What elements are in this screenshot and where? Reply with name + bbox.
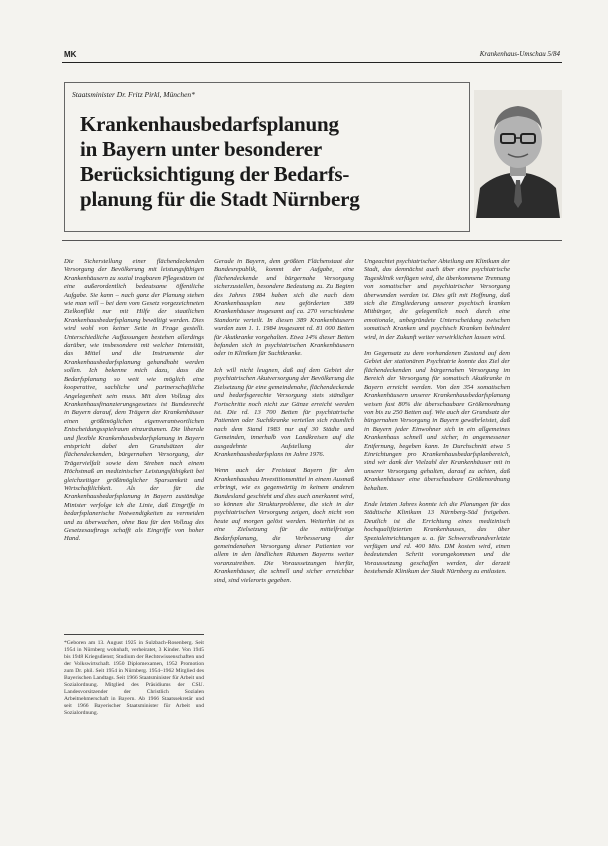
body-rule xyxy=(62,240,562,241)
paragraph: Wenn auch der Freistaat Bayern für den Krankenhausbau Investitionsmittel in einem Ausmaß erbringt, wie es gegenwärtig in keinem anderen Bundesland geschieht und dies auch anerkannt wird, so können die Strukturprobleme, die sich in der psychiatrischen Versorgung zeigen, doch nicht von heute auf morgen gelöst werden. Weiterhin ist es eine Zielsetzung für die mittelfristige Bedarfsplanung, die Verbesserung der gemeindenahen Versorgung dieser Patienten vor allem in den ländlichen Räumen Bayerns weiter voranzutreiben. Die Voraussetzungen hierfür, Krankenhäuser, die schnell und sicher erreichbar sind, sind vielerorts gegeben. xyxy=(214,467,354,584)
title-line: planung für die Stadt Nürnberg xyxy=(80,187,360,211)
header-right: Krankenhaus-Umschau 5/84 xyxy=(479,50,560,58)
title-line: in Bayern unter besonderer xyxy=(80,137,322,161)
author-footnote: *Geboren am 13. August 1925 in Sulzbach-Rosenberg. Seit 1954 in Nürnberg wohnhaft, verheiratet, 3 Kinder. Von 1945 bis 1948 Kriegsdienst; Studium der Rechtswissenschaften und der Volkswirtschaft. 1950 Diplomexamen, 1952 Promotion zum Dr. phil. Seit 1954 in Nürnberg. 1954–1962 Mitglied des Bayerischen Landtags. Seit 1966 Staatsminister für Arbeit und Sozialordnung. Mitglied des Präsidiums der CSU. Landesvorsitzender der Christlich Sozialen Arbeitnehmerschaft in Bayern. Ab 1966 Staatssekretär und seit 1966 Bayerischer Staatsminister für Arbeit und Sozialordnung. xyxy=(64,640,204,716)
author-byline: Staatsminister Dr. Fritz Pirkl, München* xyxy=(72,90,195,99)
header-rule xyxy=(62,62,562,63)
paragraph: Im Gegensatz zu dem vorhandenen Zustand auf dem Gebiet der stationären Psychiatrie konnte das Ziel der flächendeckenden und bürgernahen Versorgung im Bereich der Versorgung für somatisch Akutkranke in Bayern erreicht werden. Von den 354 somatischen Krankenhäusern unserer Krankenhausbedarfsplanung weisen fast 80% die überschaubare Größenordnung von bis zu 250 Betten auf. Wie auch der Grundsatz der bürgernahen Versorgung in Bayern gewährleistet, daß in Bayern jeder Einwohner sich in ein allgemeines Krankenhaus schnell und sicher, in angemessener Entfernung, begeben kann. In Durchschnitt etwa 5 Einrichtungen pro Krankenhausbedarfsplanbereich, sind wir dank der Vielzahl der Krankenhäuser mit in unserer Versorgung gehalten, darauf zu achten, daß Krankenhäuser eine überschaubare Größenordnung behalten. xyxy=(364,350,510,492)
header-left: MK xyxy=(64,50,77,59)
title-line: Berücksichtigung der Bedarfs- xyxy=(80,162,350,186)
paragraph: Ich will nicht leugnen, daß auf dem Gebiet der psychiatrischen Akutversorgung der Bevölkerung die Zielsetzung für eine gemeindenahe, flächendeckende und bedarfsgerechte Versorgung stets ständiger Fortschritte noch nicht zur Gänze erreicht werden ist. Die rd. 13 700 Betten für psychiatrische Patienten oder Suchtkranke verteilen sich räumlich nach dem Stand 1983 nur auf 30 Städte und Gemeinden, innerhalb von Landkreisen auf die ausgedehnte Aufstellung der Krankenhausbedarfsplans im Jahre 1976. xyxy=(214,366,354,458)
portrait-drawing xyxy=(474,90,562,218)
paragraph: Ende letzten Jahres konnte ich die Planungen für das Städtische Klinikum 13 Nürnberg-Süd freigeben. Deutlich ist die Errichtung eines medizinisch hochqualifizierten Krankenhauses, das über Spezialeinrichtungen u. a. für Schwerstbrandverletzte verfügen und rd. 400 Mio. DM kosten wird, einen bedeutenden Schritt vorangekommen und die Voraussetzung geschaffen werden, der derzeit bestehende Klinikum der Stadt Nürnberg zu entlasten. xyxy=(364,500,510,576)
text-column-2 xyxy=(214,258,354,593)
paragraph: Gerade in Bayern, dem größten Flächenstaat der Bundesrepublik, kommt der Aufgabe, eine flächendeckende und bürgernahe Versorgung sicherzustellen, besondere Bedeutung zu. Zu Beginn des Jahres 1984 haben sich die nach dem Krankenhausplan neu geförderten 389 Krankenhäuser insgesamt auf ca. 270 verschiedene Standorte verteilt. In diesen 389 Krankenhäusern wurden zum 1. 1. 1984 insgesamt rd. 81 000 Betten für Akutkranke vorgehalten. Etwa 14% dieser Betten befanden sich in psychiatrischen Krankenhäusern oder in Kliniken für Suchtkranke. xyxy=(214,258,354,358)
footnote-rule xyxy=(64,634,204,635)
article-title xyxy=(80,112,460,212)
paragraph: Ungeachtet psychiatrischer Abteilung am Klinikum der Stadt, das demnächst auch über eine psychiatrische Tagesklinik verfügen wird, die überkommene Trennung von somatischer und psychiatrischer Versorgung überwunden werden ist. Dies gilt mit Hoffnung, daß sich die Eingliederung unserer psychisch kranken Mitbürger, die gelegentlich noch durch eine emotionale, unbegründete Unterscheidung zwischen somatisch Kranken und psychisch Kranken behindert wird, in der Zukunft weiter verwirklichen lassen wird. xyxy=(364,258,510,341)
title-line: Krankenhausbedarfsplanung xyxy=(80,112,339,136)
text-column-3 xyxy=(364,258,510,585)
text-column-1 xyxy=(64,258,204,552)
author-portrait-image xyxy=(474,90,562,218)
paragraph: Die Sicherstellung einer flächendeckenden Versorgung der Bevölkerung mit leistungsfähigen Krankenhäusern zu sozial tragbaren Pflegesätzen ist eine außerordentlich bedeutsame öffentliche Aufgabe. Sie kann – nach ganz der Planung stehen wie man will – bei dem vom Gesetz vorgezeichneten Zielkonflikt nur mit Hilfe der staatlichen Krankenhausbedarfsplanung bewältigt werden. Dies wird wohl von keiner Seite in Frage gestellt. Unterschiedliche Auffassungen bestehen allerdings darüber, wie insbesondere mit welcher Intensität, das Mittel und die Instrumente der Krankenhausbedarfsplanung gehandhabt werden sollen. Ich bekenne mich dazu, dass die Bedarfsplanung so weit wie möglich eine kooperative, sachliche und partnerschaftliche Angelegenheit sein muss. Mit dem Vollzug des Krankenhausfinanzierungsgesetzes ist Bundesrecht in Bayern darauf, dem Trägern der Krankenhäuser einen größtmöglichen eigenverantwortlichen Entscheidungsspielraum einzuräumen. Die liberale und flexible Krankenhausbedarfsplanung in Bayern entspricht dabei den Grundsätzen der flächendeckenden, bürgernahen Versorgung, der Trägervielfalt sowie dem Streben nach einem Höchstmaß an medizinischer Leistungsfähigkeit bei gleichzeitiger größtmöglicher Sparsamkeit und Wirtschaftlichkeit. Als der für die Krankenhausbedarfsplanung in Bayern zuständige Minister verfolge ich die Linie, daß Eingriffe in bedarfsplanerische Notwendigkeiten zu vermeiden und zu überwachen, ohne Bau für den Vollzug des Gesetzesauftrags schafft als Eingriffe von hoher Hand. xyxy=(64,258,204,543)
